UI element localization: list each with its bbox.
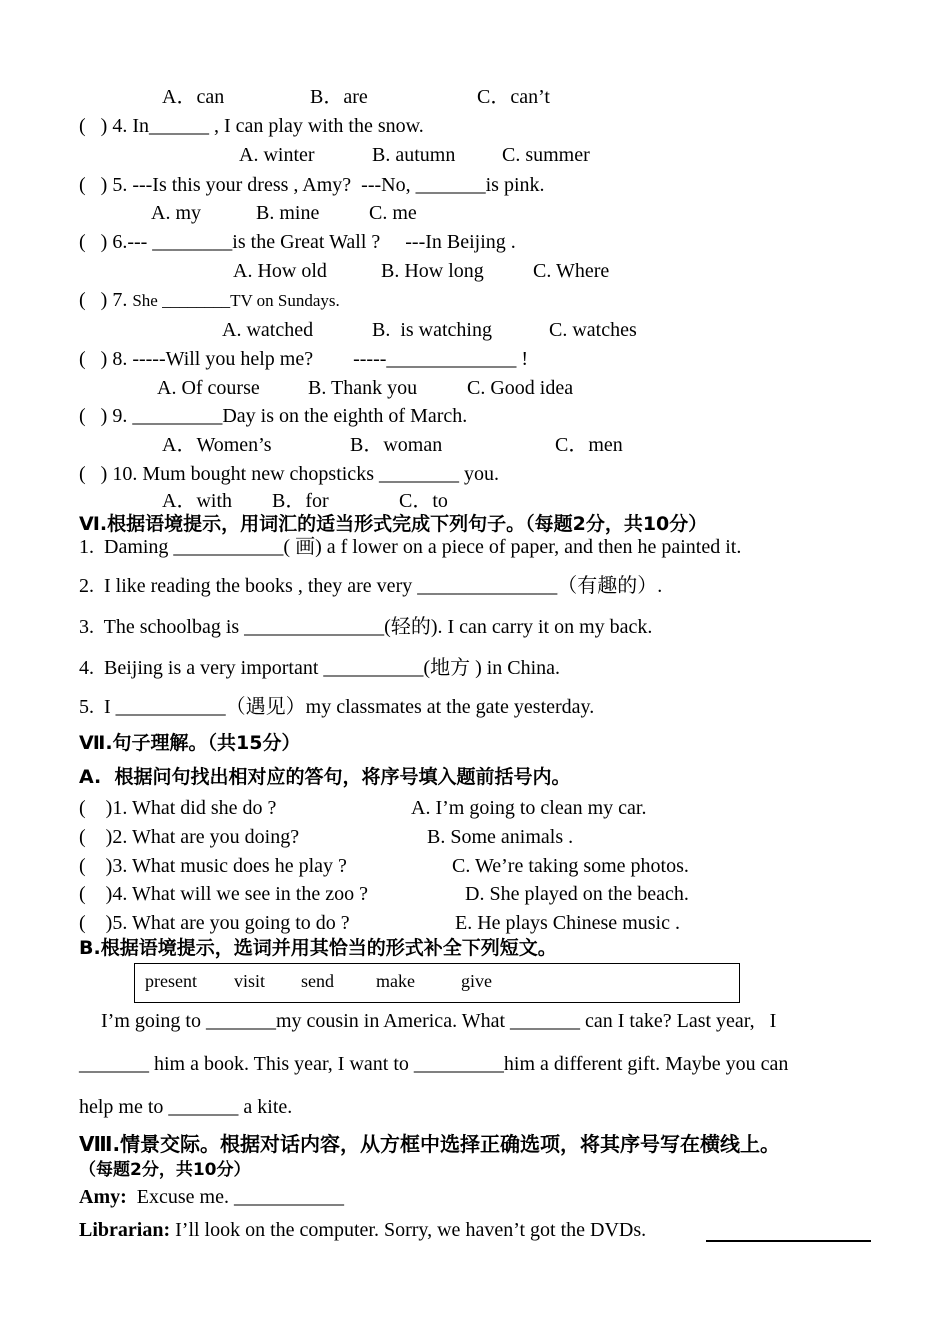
speaker-amy: Amy: (79, 1186, 127, 1208)
word-box (134, 963, 740, 1003)
match-answer-c: C. We’re taking some photos. (452, 855, 689, 877)
q6-option-c: C. Where (533, 260, 610, 282)
q8-option-c: C. Good idea (467, 377, 574, 399)
q4-option-c: C. summer (502, 144, 590, 166)
section-7-part-a-title: A. 根据问句找出相对应的答句，将序号填入题前括号内。 (79, 766, 571, 788)
section-6-item-3: 3. The schoolbag is ______________(轻的). I can carry it on my back. (79, 616, 653, 638)
q8-option-a: A. Of course (157, 377, 260, 399)
section-6-item-1: 1. Daming ___________( 画) a f lower on a piece of paper, and then he painted it. (79, 536, 742, 558)
passage-line-3: help me to _______ a kite. (79, 1096, 293, 1118)
question-9: ( ) 9. _________Day is on the eighth of March. (79, 405, 468, 427)
q9-option-a: A．Women’s (162, 434, 272, 456)
section-6-item-5: 5. I ___________（遇见）my classmates at the gate yesterday. (79, 696, 595, 718)
question-8: ( ) 8. -----Will you help me? -----_____________ ! (79, 348, 529, 370)
section-8-title: Ⅷ.情景交际。根据对话内容，从方框中选择正确选项，将其序号写在横线上。 (79, 1132, 781, 1156)
q3-option-c: C．can’t (477, 86, 550, 108)
dialogue-line-librarian (79, 1218, 646, 1242)
q6-option-a: A. How old (233, 260, 327, 282)
match-question-3: ( )3. What music does he play ? (79, 855, 347, 877)
section-7-part-b-title: B.根据语境提示，选词并用其恰当的形式补全下列短文。 (79, 937, 557, 959)
question-7 (79, 288, 340, 313)
q5-option-c: C. me (369, 202, 417, 224)
q5-option-b: B. mine (256, 202, 320, 224)
word-send: send (301, 971, 334, 991)
q9-option-c: C．men (555, 434, 623, 456)
question-4: ( ) 4. In______ , I can play with the snow. (79, 115, 424, 137)
librarian-answer-blank (706, 1240, 871, 1242)
q4-option-b: B. autumn (372, 144, 456, 166)
match-question-2: ( )2. What are you doing? (79, 826, 300, 848)
word-visit: visit (234, 971, 266, 991)
word-present: present (145, 971, 197, 991)
section-7-title: Ⅶ.句子理解。（共15分） (79, 732, 301, 754)
word-make: make (376, 971, 415, 991)
q7-option-a: A. watched (222, 319, 314, 341)
match-answer-e: E. He plays Chinese music . (455, 912, 680, 934)
q7-option-b: B. is watching (372, 319, 492, 341)
q6-option-b: B. How long (381, 260, 484, 282)
question-7-prefix: ( ) 7. (79, 289, 133, 311)
q3-option-b: B．are (310, 86, 368, 108)
match-answer-d: D. She played on the beach. (465, 883, 689, 905)
question-6: ( ) 6.--- ________is the Great Wall ? ---In Beijing . (79, 231, 516, 253)
q10-option-a: A．with (162, 490, 232, 512)
q3-option-a: A．can (162, 86, 225, 108)
section-6-item-4: 4. Beijing is a very important __________(地方 ) in China. (79, 657, 561, 679)
q7-option-c: C. watches (549, 319, 637, 341)
section-8-subtitle: （每题2分，共10分） (79, 1160, 251, 1180)
q4-option-a: A. winter (239, 144, 315, 166)
question-5: ( ) 5. ---Is this your dress , Amy? ---No, _______is pink. (79, 174, 545, 196)
question-10: ( ) 10. Mum bought new chopsticks ________ you. (79, 463, 499, 485)
question-7-text: She ________TV on Sundays. (132, 291, 340, 310)
match-answer-b: B. Some animals . (427, 826, 574, 848)
q5-option-a: A. my (151, 202, 201, 224)
section-6-item-2: 2. I like reading the books , they are very ______________（有趣的）. (79, 575, 663, 597)
speaker-librarian: Librarian: (79, 1219, 171, 1241)
match-question-5: ( )5. What are you going to do ? (79, 912, 350, 934)
word-give: give (461, 971, 492, 991)
dialogue-librarian-text: I’ll look on the computer. Sorry, we haven’t got the DVDs. (170, 1219, 647, 1241)
q10-option-c: C．to (399, 490, 448, 512)
passage-line-1: I’m going to _______my cousin in America. What _______ can I take? Last year, I (101, 1010, 777, 1032)
q10-option-b: B．for (272, 490, 329, 512)
section-6-title: Ⅵ.根据语境提示，用词汇的适当形式完成下列句子。（每题2分，共10分） (79, 513, 708, 535)
dialogue-amy-text: Excuse me. ___________ (126, 1186, 344, 1208)
match-question-4: ( )4. What will we see in the zoo ? (79, 883, 368, 905)
dialogue-line-amy (79, 1185, 344, 1209)
q8-option-b: B. Thank you (308, 377, 418, 399)
q9-option-b: B．woman (350, 434, 443, 456)
match-answer-a: A. I’m going to clean my car. (411, 797, 647, 819)
match-question-1: ( )1. What did she do ? (79, 797, 277, 819)
passage-line-2: _______ him a book. This year, I want to _________him a different gift. Maybe you can (79, 1053, 789, 1075)
